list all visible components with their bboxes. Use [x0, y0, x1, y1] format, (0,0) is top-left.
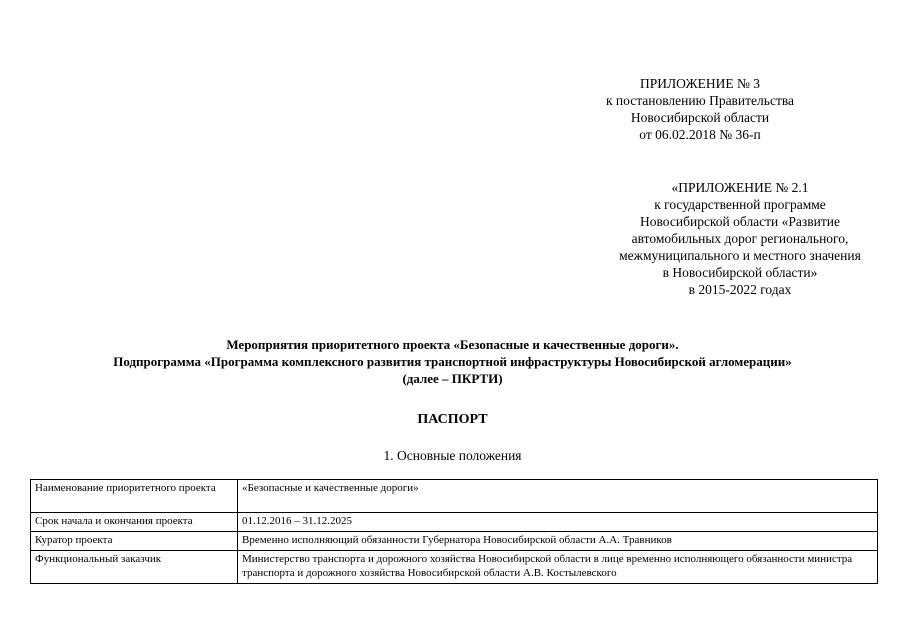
document-title-line: (далее – ПКРТИ) [402, 371, 503, 386]
document-title-line: Мероприятия приоритетного проекта «Безопасные и качественные дороги». [226, 337, 679, 352]
appendix-program-line: Новосибирской области «Развитие [640, 214, 840, 229]
appendix-program-line: «ПРИЛОЖЕНИЕ № 2.1 [671, 180, 809, 195]
document-title-line: Подпрограмма «Программа комплексного развития транспортной инфраструктуры Новосибирской агломерации» [113, 354, 792, 369]
document-title [0, 336, 905, 387]
table-row [31, 513, 878, 532]
main-provisions-table [30, 479, 878, 584]
appendix-resolution-block [535, 75, 865, 143]
appendix-program-line: автомобильных дорог регионального, [631, 231, 849, 246]
table-cell-label: Срок начала и окончания проекта [31, 513, 238, 532]
appendix-resolution-line: ПРИЛОЖЕНИЕ № 3 [639, 76, 761, 91]
appendix-program-block [560, 179, 905, 298]
table-cell-label: Функциональный заказчик [31, 551, 238, 584]
table-cell-value: «Безопасные и качественные дороги» [238, 480, 878, 513]
table-cell-value: Министерство транспорта и дорожного хозяйства Новосибирской области в лице временно исполняющего обязанности министра транспорта и дорожного хозяйства Новосибирской области А.В. Костылевского [238, 551, 878, 584]
section-heading: 1. Основные положения [383, 448, 522, 463]
table-cell-value: Временно исполняющий обязанности Губернатора Новосибирской области А.А. Травников [238, 532, 878, 551]
appendix-program-line: в Новосибирской области» [662, 265, 818, 280]
appendix-program-line: в 2015-2022 годах [688, 282, 792, 297]
appendix-program-line: к государственной программе [654, 197, 826, 212]
table-row [31, 480, 878, 513]
passport-heading: ПАСПОРТ [417, 412, 488, 427]
table-cell-label: Наименование приоритетного проекта [31, 480, 238, 513]
table-row [31, 532, 878, 551]
appendix-resolution-line: от 06.02.2018 № 36-п [639, 127, 761, 142]
table-cell-label: Куратор проекта [31, 532, 238, 551]
table-row [31, 551, 878, 584]
appendix-resolution-line: Новосибирской области [630, 110, 770, 125]
appendix-program-line: межмуниципального и местного значения [619, 248, 861, 263]
table-cell-value: 01.12.2016 – 31.12.2025 [238, 513, 878, 532]
appendix-resolution-line: к постановлению Правительства [605, 93, 795, 108]
